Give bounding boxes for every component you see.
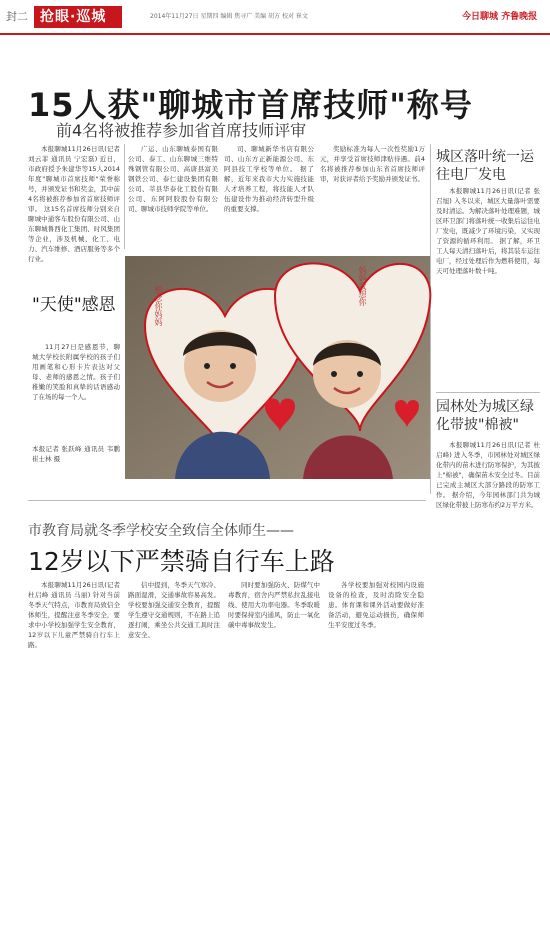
right-bottom-body: [436, 440, 540, 872]
right-column-rule: [436, 392, 540, 393]
safety-col-3: [228, 580, 320, 870]
feature-text: 11月27日是感恩节，聊城大学校长附属学校的孩子们用画笔和心形卡片表达对父母、老师的感恩之情。孩子们稚嫩的笑脸和真挚的话语感动了在场的每一个人。: [32, 343, 120, 401]
safety-text-4: 各学校要加强对校园内设施设备的检查，及时消除安全隐患。体育课和课外活动要做好准备活动，避免运动损伤，确保师生平安度过冬季。: [328, 581, 424, 629]
right-top-body: [436, 186, 540, 384]
newspaper-brand: 今日聊城 齐鲁晚报: [462, 12, 538, 22]
section-rule: [28, 500, 426, 501]
main-story-text-3: 司、聊城新华书店有限公司、山东方正新能源公司、东阿县技工学校等单位。 据了解，近年来我市大力实施技能人才培养工程，将技能人才队伍建设作为推动经济转型升级的重要支撑。: [224, 145, 314, 213]
page-header: [0, 0, 550, 34]
page-label: 封二: [6, 10, 28, 23]
main-story-text-2: 广运、山东聊城泰国有限公司、泰工、山东聊城三维特殊钢管有限公司、高唐县富美钢铁公司、泰仁建设集团有限公司、莘县华泰化工股份有限公司、东阿阿胶股份有限公司、聊城市技师学院等单位。: [128, 145, 218, 213]
photo-handwriting-left: 想念你妈妈: [154, 286, 163, 326]
photo-handwriting-right: 妈妈我想你: [358, 266, 367, 306]
right-column-divider: [430, 144, 431, 494]
feature-body: [32, 342, 120, 422]
main-subhead: 前4名将被推荐参加省首席技师评审: [56, 121, 307, 140]
safety-col-1: [28, 580, 120, 870]
safety-col-4: [328, 580, 424, 870]
right-top-text: 本报聊城11月26日讯(记者 张召旭) 入冬以来，城区大量落叶需要及时清运。为解决落叶处理难题，城区环卫部门将落叶统一收集后运往电厂发电，既减少了环境污染，又实现了资源的循环利用。 据了解，环卫工人每天清扫落叶后，将其装车运往电厂，经过处理后作为燃料使用，每天可处理落叶数十吨。: [436, 187, 540, 275]
safety-text-1: 本报聊城11月26日讯(记者 杜启峰 通讯员 马丽) 针对当前冬季天气特点，市教育局致信全体师生，提醒注意冬季安全，要求中小学校加强学生安全教育，12岁以下儿童严禁骑自行车上路。: [28, 581, 120, 649]
main-story-text-4: 奖励标准为每人一次性奖励1万元，并享受首席技师津贴待遇。前4名将被推荐参加山东省首席技师评审，对获评者给予奖励并颁发证书。: [320, 145, 425, 183]
dateline: 2014年11月27日 星期四 编辑 焦寻广 美编 胡方 校对 崔文: [150, 13, 308, 20]
main-story-col-2: [128, 144, 218, 249]
safety-text-3: 同时要加强防火、防煤气中毒教育，宿舍内严禁私拉乱接电线、使用大功率电器。冬季取暖时要保持室内通风，防止一氧化碳中毒事故发生。: [228, 581, 320, 629]
safety-text-2: 信中提到，冬季天气寒冷、路面湿滑，交通事故容易高发。学校要加强交通安全教育，提醒学生遵守交通规则，不在路上追逐打闹，乘坐公共交通工具时注意安全。: [128, 581, 220, 639]
right-top-title: 城区落叶统一运往电厂发电: [436, 149, 534, 183]
children-heart-photo: [125, 256, 430, 479]
feature-photo: [125, 256, 430, 479]
column-divider: [124, 144, 125, 249]
safety-col-2: [128, 580, 220, 870]
feature-byline-text: 本报记者 张跃峰 通讯员 韦鹏 崔士林 摄: [32, 445, 120, 463]
main-headline: 15人获"聊城市首席技师"称号: [28, 86, 473, 124]
main-story-text-1: 本报聊城11月26日讯(记者 刘云菲 通讯员 宁宏磊) 近日，市政府授予朱建华等15人2014年度"聊城市首席技师"荣誉称号，并颁发证书和奖金，其中前4名将被推荐参加省首席技师评审。 这15名首席技师分别来自聊城中通客车股份有限公司、山东聊城鲁西化工集团、时风集团等企业，涉及机械、化工、电力、汽车维修、酒店服务等多个行业。: [28, 145, 120, 263]
main-story-col-4: [320, 144, 425, 249]
safety-headline: 12岁以下严禁骑自行车上路: [28, 547, 335, 576]
main-story-col-3: [224, 144, 314, 249]
right-bottom-title: 园林处为城区绿化带披"棉被": [436, 399, 534, 433]
right-bottom-text: 本报聊城11月26日讯(记者 杜启峰) 进入冬季，市园林处对城区绿化带内的苗木进行防寒保护，为其披上"棉被"，确保苗木安全过冬。目前已完成主城区大部分路段的防寒工作。 据介绍，今年园林部门共为城区绿化带披上防寒布约2万平方米。: [436, 441, 540, 509]
feature-title: "天使"感恩: [32, 295, 116, 315]
feature-byline: [32, 444, 120, 474]
header-rule: [0, 33, 550, 35]
section-badge: 抢眼·巡城: [34, 6, 122, 28]
main-story-col-1: [28, 144, 120, 263]
safety-deck: 市教育局就冬季学校安全致信全体师生——: [28, 523, 294, 539]
